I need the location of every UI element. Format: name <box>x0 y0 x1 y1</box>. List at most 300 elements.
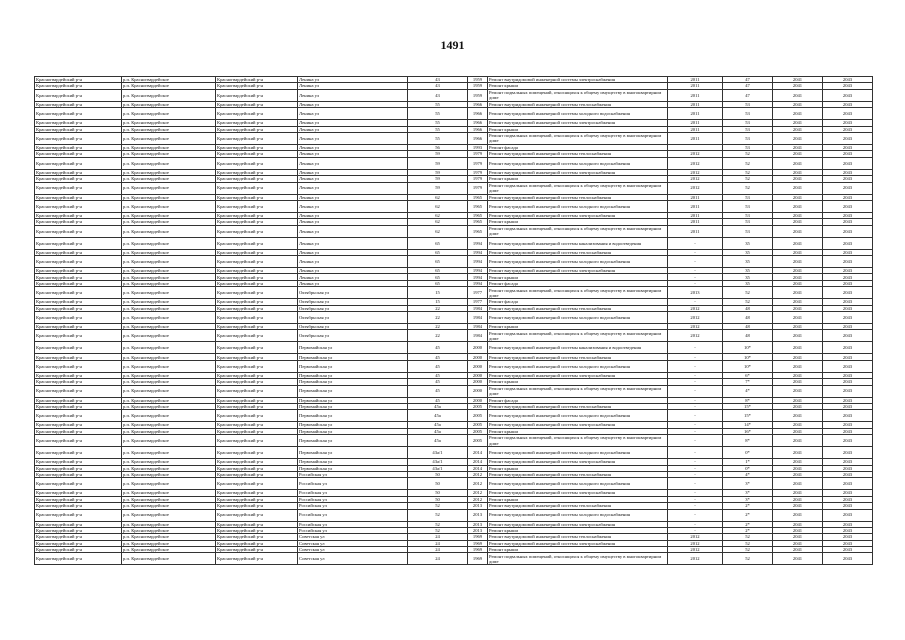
table-cell: 53 <box>723 200 773 212</box>
table-cell: - <box>668 379 723 385</box>
table-cell: Красногвардейский р-н <box>216 330 298 342</box>
table-cell: 2011 <box>668 89 723 101</box>
table-cell: 2012 <box>668 330 723 342</box>
table-cell: 45 <box>408 372 468 378</box>
table-cell: 1977 <box>468 287 488 299</box>
table-cell: Ленина ул <box>298 83 408 89</box>
table-cell: Октябрьская ул <box>298 287 408 299</box>
table-cell: Красногвардейский р-н <box>35 521 122 527</box>
table-cell: Красногвардейский р-н <box>216 509 298 521</box>
table-cell: 43 <box>408 89 468 101</box>
table-cell: Ленина ул <box>298 144 408 150</box>
table-cell: Красногвардейский р-н <box>216 268 298 274</box>
table-cell: 2012 <box>668 553 723 565</box>
table-cell: 2043 <box>823 287 873 299</box>
table-cell: 2041 <box>773 194 823 200</box>
table-cell: Красногвардейский р-н <box>35 435 122 447</box>
table-cell: Красногвардейский р-н <box>35 403 122 409</box>
table-cell: 59 <box>408 151 468 157</box>
table-cell: 16* <box>723 428 773 434</box>
table-cell: 2041 <box>773 534 823 540</box>
table-cell: 2012 <box>668 547 723 553</box>
table-cell: 2041 <box>773 422 823 428</box>
table-cell: Ремонт подвальных помещений, относящихся к общему имуществу в многоквартирном доме <box>488 225 668 237</box>
table-cell: 2043 <box>823 274 873 280</box>
table-cell: Первомайская ул <box>298 360 408 372</box>
table-cell: 2043 <box>823 256 873 268</box>
table-cell: Ремонт крыши <box>488 527 668 533</box>
table-cell: 52 <box>723 157 773 169</box>
table-cell: - <box>668 447 723 459</box>
table-cell: Ремонт крыши <box>488 274 668 280</box>
table-cell: 2041 <box>773 126 823 132</box>
table-cell: 1984 <box>468 312 488 324</box>
table-cell: Красногвардейский р-н <box>216 471 298 477</box>
table-cell: 2041 <box>773 330 823 342</box>
table-cell: Ленина ул <box>298 132 408 144</box>
table-cell: Красногвардейский р-н <box>216 169 298 175</box>
table-cell: - <box>668 422 723 428</box>
table-cell: 2012 <box>668 312 723 324</box>
table-cell: 2000 <box>468 360 488 372</box>
table-cell: 2043 <box>823 169 873 175</box>
table-cell: р.п. Красногвардейское <box>122 503 216 509</box>
table-cell: 2041 <box>773 151 823 157</box>
table-cell: 2043 <box>823 89 873 101</box>
table-cell: 65 <box>408 237 468 249</box>
table-cell: 2041 <box>773 256 823 268</box>
table-cell: 1979 <box>468 169 488 175</box>
table-cell: Красногвардейский р-н <box>35 101 122 107</box>
table-cell: - <box>668 478 723 490</box>
table-cell: Красногвардейский р-н <box>35 126 122 132</box>
table-cell: 62 <box>408 200 468 212</box>
table-cell: 2043 <box>823 268 873 274</box>
table-cell: Красногвардейский р-н <box>35 534 122 540</box>
table-cell: 62 <box>408 219 468 225</box>
table-cell: 2041 <box>773 108 823 120</box>
table-cell: р.п. Красногвардейское <box>122 287 216 299</box>
table-cell: Красногвардейский р-н <box>216 200 298 212</box>
table-cell: 10* <box>723 354 773 360</box>
table-cell: 53 <box>723 225 773 237</box>
table-cell: 55 <box>408 120 468 126</box>
table-cell: 65 <box>408 268 468 274</box>
table-cell: Первомайская ул <box>298 379 408 385</box>
table-cell: Красногвардейский р-н <box>216 151 298 157</box>
table-cell: Красногвардейский р-н <box>216 194 298 200</box>
table-cell: 1966 <box>468 101 488 107</box>
table-cell: 1959 <box>468 83 488 89</box>
table-cell: 2012 <box>668 534 723 540</box>
table-cell: 2043 <box>823 379 873 385</box>
table-cell: Российская ул <box>298 503 408 509</box>
table-cell: Российская ул <box>298 471 408 477</box>
table-cell: 2043 <box>823 280 873 286</box>
table-cell: 2043 <box>823 77 873 83</box>
table-cell: р.п. Красногвардейское <box>122 268 216 274</box>
table-cell: 47 <box>723 89 773 101</box>
table-cell: 1984 <box>468 305 488 311</box>
table-cell: 2* <box>723 503 773 509</box>
table-cell: 1977 <box>468 299 488 305</box>
table-cell: 2012 <box>468 490 488 496</box>
table-cell: Красногвардейский р-н <box>35 330 122 342</box>
table-cell: 2041 <box>773 237 823 249</box>
table-cell: - <box>668 428 723 434</box>
table-cell: Ремонт внутридомовой инженерной системы теплоснабжения <box>488 194 668 200</box>
table-cell: 48 <box>723 312 773 324</box>
table-cell: 1979 <box>468 182 488 194</box>
table-cell: Ленина ул <box>298 219 408 225</box>
table-cell: Красногвардейский р-н <box>35 256 122 268</box>
table-cell: 1969 <box>468 540 488 546</box>
table-cell: 43а/1 <box>408 447 468 459</box>
table-cell: Первомайская ул <box>298 397 408 403</box>
table-cell: 2011 <box>668 77 723 83</box>
table-cell: 2043 <box>823 540 873 546</box>
table-cell: 2012 <box>468 478 488 490</box>
table-cell: р.п. Красногвардейское <box>122 354 216 360</box>
table-cell: Первомайская ул <box>298 403 408 409</box>
table-cell: 2043 <box>823 219 873 225</box>
table-cell: 47 <box>723 83 773 89</box>
table-row <box>35 200 873 212</box>
table-cell: Ремонт внутридомовой инженерной системы электроснабжения <box>488 459 668 465</box>
table-cell: 2041 <box>773 385 823 397</box>
table-cell: Первомайская ул <box>298 428 408 434</box>
table-cell: Ремонт внутридомовой инженерной системы электроснабжения <box>488 372 668 378</box>
table-cell: Красногвардейский р-н <box>35 237 122 249</box>
table-cell: р.п. Красногвардейское <box>122 169 216 175</box>
table-cell: Красногвардейский р-н <box>35 225 122 237</box>
table-cell: Красногвардейский р-н <box>216 212 298 218</box>
table-cell: 50 <box>408 478 468 490</box>
table-cell: 56 <box>408 144 468 150</box>
table-cell: Красногвардейский р-н <box>216 534 298 540</box>
table-cell: 2043 <box>823 83 873 89</box>
table-cell: 2043 <box>823 496 873 502</box>
table-cell: р.п. Красногвардейское <box>122 465 216 471</box>
table-cell: р.п. Красногвардейское <box>122 144 216 150</box>
table-row <box>35 553 873 565</box>
table-cell: 2014 <box>468 465 488 471</box>
table-cell: 2041 <box>773 305 823 311</box>
table-cell: 2043 <box>823 299 873 305</box>
table-cell: Первомайская ул <box>298 372 408 378</box>
table-cell: - <box>668 509 723 521</box>
table-cell: 1965 <box>468 200 488 212</box>
table-row <box>35 478 873 490</box>
table-cell: 52 <box>723 182 773 194</box>
table-cell: Первомайская ул <box>298 447 408 459</box>
table-cell: Ремонт крыши <box>488 379 668 385</box>
table-cell: Красногвардейский р-н <box>216 157 298 169</box>
table-cell: 1994 <box>468 249 488 255</box>
table-cell: 53 <box>723 212 773 218</box>
table-cell: - <box>668 237 723 249</box>
table-cell: р.п. Красногвардейское <box>122 212 216 218</box>
table-cell: 62 <box>408 212 468 218</box>
table-cell: Красногвардейский р-н <box>216 379 298 385</box>
table-cell: 10* <box>723 360 773 372</box>
table-cell: 2041 <box>773 428 823 434</box>
table-cell: Красногвардейский р-н <box>35 354 122 360</box>
table-cell: Красногвардейский р-н <box>216 287 298 299</box>
table-cell: 2043 <box>823 503 873 509</box>
table-cell: 8* <box>723 397 773 403</box>
table-cell: 2041 <box>773 509 823 521</box>
table-cell: - <box>668 372 723 378</box>
table-cell: Красногвардейский р-н <box>35 490 122 496</box>
table-cell: 2043 <box>823 534 873 540</box>
table-cell: Ремонт внутридомовой инженерной системы электроснабжения <box>488 422 668 428</box>
table-cell: 2041 <box>773 354 823 360</box>
table-cell: Ремонт подвальных помещений, относящихся к общему имуществу в многоквартирном доме <box>488 553 668 565</box>
table-cell: Красногвардейский р-н <box>216 372 298 378</box>
table-cell: р.п. Красногвардейское <box>122 397 216 403</box>
table-cell: Красногвардейский р-н <box>216 503 298 509</box>
table-cell: Красногвардейский р-н <box>216 144 298 150</box>
table-cell: Красногвардейский р-н <box>35 182 122 194</box>
table-cell: 2041 <box>773 496 823 502</box>
table-cell: 2011 <box>668 225 723 237</box>
table-cell: р.п. Красногвардейское <box>122 372 216 378</box>
table-cell: Ремонт крыши <box>488 219 668 225</box>
table-cell: 2043 <box>823 144 873 150</box>
table-cell: Ремонт фасада <box>488 299 668 305</box>
table-cell: р.п. Красногвардейское <box>122 225 216 237</box>
table-cell: Ленина ул <box>298 169 408 175</box>
table-cell: 53 <box>723 219 773 225</box>
table-cell: 2041 <box>773 176 823 182</box>
table-cell: Красногвардейский р-н <box>35 151 122 157</box>
table-cell: р.п. Красногвардейское <box>122 428 216 434</box>
table-cell: 53 <box>723 120 773 126</box>
table-cell: р.п. Красногвардейское <box>122 132 216 144</box>
table-cell: 2043 <box>823 410 873 422</box>
table-cell: 2041 <box>773 169 823 175</box>
table-cell: 2013 <box>468 509 488 521</box>
table-cell: 2011 <box>668 132 723 144</box>
table-cell: 2005 <box>468 428 488 434</box>
table-cell: 2041 <box>773 379 823 385</box>
table-cell: 1969 <box>468 534 488 540</box>
table-cell: р.п. Красногвардейское <box>122 435 216 447</box>
table-cell: 2043 <box>823 120 873 126</box>
table-cell: 52 <box>723 540 773 546</box>
table-cell: 2041 <box>773 360 823 372</box>
table-cell: 45а <box>408 403 468 409</box>
table-cell: 2041 <box>773 249 823 255</box>
table-cell: Ремонт внутридомовой инженерной системы электроснабжения <box>488 120 668 126</box>
table-cell: Ремонт крыши <box>488 324 668 330</box>
table-cell: 47 <box>723 77 773 83</box>
table-cell: 2041 <box>773 312 823 324</box>
table-cell: 65 <box>408 274 468 280</box>
table-cell: 2043 <box>823 126 873 132</box>
table-cell: Красногвардейский р-н <box>216 77 298 83</box>
table-cell: - <box>668 496 723 502</box>
table-cell: 1969 <box>468 547 488 553</box>
table-cell: р.п. Красногвардейское <box>122 77 216 83</box>
table-cell: Красногвардейский р-н <box>216 237 298 249</box>
table-cell: 2041 <box>773 540 823 546</box>
table-cell: Ленина ул <box>298 212 408 218</box>
table-cell: р.п. Красногвардейское <box>122 256 216 268</box>
table-cell: Первомайская ул <box>298 465 408 471</box>
table-cell: р.п. Красногвардейское <box>122 157 216 169</box>
table-row <box>35 256 873 268</box>
table-cell: р.п. Красногвардейское <box>122 360 216 372</box>
table-cell: 2012 <box>668 176 723 182</box>
table-cell: Красногвардейский р-н <box>35 83 122 89</box>
table-cell: Российская ул <box>298 527 408 533</box>
table-cell: - <box>668 435 723 447</box>
table-cell: 53 <box>723 132 773 144</box>
table-cell: 15* <box>723 410 773 422</box>
table-cell: - <box>668 403 723 409</box>
table-cell: 2041 <box>773 459 823 465</box>
table-cell: 55 <box>408 132 468 144</box>
table-cell: 2011 <box>668 194 723 200</box>
table-row <box>35 385 873 397</box>
table-cell: Красногвардейский р-н <box>35 108 122 120</box>
table-cell: 2041 <box>773 403 823 409</box>
table-cell: 3* <box>723 478 773 490</box>
table-cell: 55 <box>408 108 468 120</box>
table-cell: 2041 <box>773 225 823 237</box>
table-cell: 2041 <box>773 521 823 527</box>
table-cell: Красногвардейский р-н <box>216 410 298 422</box>
table-cell: 2043 <box>823 225 873 237</box>
table-cell: 8* <box>723 435 773 447</box>
table-cell: 2012 <box>668 305 723 311</box>
table-cell: 2041 <box>773 410 823 422</box>
table-cell: 53 <box>723 144 773 150</box>
table-cell: Красногвардейский р-н <box>216 521 298 527</box>
table-cell: Красногвардейский р-н <box>216 132 298 144</box>
table-cell: 0* <box>723 465 773 471</box>
table-cell: 2041 <box>773 397 823 403</box>
table-cell: 2041 <box>773 287 823 299</box>
table-cell: 48 <box>723 305 773 311</box>
table-cell: Красногвардейский р-н <box>216 101 298 107</box>
table-cell: 45 <box>408 385 468 397</box>
table-cell: - <box>668 342 723 354</box>
table-cell: 24 <box>408 540 468 546</box>
table-cell: 1966 <box>468 108 488 120</box>
table-cell: 2043 <box>823 521 873 527</box>
table-cell: Ленина ул <box>298 249 408 255</box>
table-cell: р.п. Красногвардейское <box>122 379 216 385</box>
table-cell: 2043 <box>823 509 873 521</box>
table-cell: 45 <box>408 342 468 354</box>
table-cell: р.п. Красногвардейское <box>122 342 216 354</box>
table-cell: Первомайская ул <box>298 354 408 360</box>
table-cell: 2041 <box>773 212 823 218</box>
table-cell: Российская ул <box>298 478 408 490</box>
table-cell: р.п. Красногвардейское <box>122 385 216 397</box>
table-cell: 65 <box>408 280 468 286</box>
table-cell: р.п. Красногвардейское <box>122 422 216 428</box>
table-cell: 52 <box>723 547 773 553</box>
table-cell: 2000 <box>468 379 488 385</box>
table-cell: 2043 <box>823 342 873 354</box>
table-cell: Красногвардейский р-н <box>216 249 298 255</box>
table-row <box>35 132 873 144</box>
table-cell: 1966 <box>468 126 488 132</box>
table-cell: 24 <box>408 553 468 565</box>
table-cell: р.п. Красногвардейское <box>122 237 216 249</box>
table-cell: - <box>668 490 723 496</box>
table-cell: Российская ул <box>298 490 408 496</box>
table-cell: Красногвардейский р-н <box>35 496 122 502</box>
table-cell: - <box>668 503 723 509</box>
table-cell: 2041 <box>773 471 823 477</box>
table-cell: 2043 <box>823 212 873 218</box>
table-cell: р.п. Красногвардейское <box>122 249 216 255</box>
table-cell: 15* <box>723 403 773 409</box>
table-cell: 2005 <box>468 403 488 409</box>
table-cell: 1965 <box>468 194 488 200</box>
table-cell: 45а <box>408 410 468 422</box>
table-cell: 1984 <box>468 324 488 330</box>
table-cell: Первомайская ул <box>298 459 408 465</box>
table-cell: р.п. Красногвардейское <box>122 509 216 521</box>
table-cell: - <box>668 360 723 372</box>
table-cell: 2041 <box>773 83 823 89</box>
table-cell: Красногвардейский р-н <box>216 435 298 447</box>
table-cell: Красногвардейский р-н <box>35 372 122 378</box>
table-cell: 2043 <box>823 132 873 144</box>
table-cell: Ленина ул <box>298 274 408 280</box>
table-cell: 2043 <box>823 397 873 403</box>
table-cell: 2014 <box>468 447 488 459</box>
table-row <box>35 237 873 249</box>
table-cell: - <box>668 299 723 305</box>
table-cell: Октябрьская ул <box>298 324 408 330</box>
table-cell: 65 <box>408 249 468 255</box>
table-cell: 22 <box>408 330 468 342</box>
table-cell: 2041 <box>773 527 823 533</box>
table-cell: - <box>668 521 723 527</box>
table-cell: 2* <box>723 527 773 533</box>
table-row <box>35 182 873 194</box>
table-row <box>35 157 873 169</box>
table-cell: 2011 <box>668 120 723 126</box>
table-cell: 15 <box>408 287 468 299</box>
table-cell: Ремонт внутридомовой инженерной системы холодного водоснабжения <box>488 108 668 120</box>
table-cell: Красногвардейский р-н <box>35 132 122 144</box>
table-cell: Первомайская ул <box>298 435 408 447</box>
table-cell: 2011 <box>668 126 723 132</box>
table-cell: 48 <box>723 324 773 330</box>
table-cell: Красногвардейский р-н <box>216 478 298 490</box>
table-cell: 2012 <box>668 151 723 157</box>
table-row <box>35 360 873 372</box>
table-cell: Ремонт крыши <box>488 126 668 132</box>
table-cell: Октябрьская ул <box>298 312 408 324</box>
table-cell: 4* <box>723 385 773 397</box>
table-cell: 55 <box>408 101 468 107</box>
table-cell: р.п. Красногвардейское <box>122 280 216 286</box>
table-cell: 52 <box>723 176 773 182</box>
table-cell: Ленина ул <box>298 108 408 120</box>
table-row <box>35 447 873 459</box>
table-cell: Красногвардейский р-н <box>35 200 122 212</box>
table-cell: 2041 <box>773 553 823 565</box>
